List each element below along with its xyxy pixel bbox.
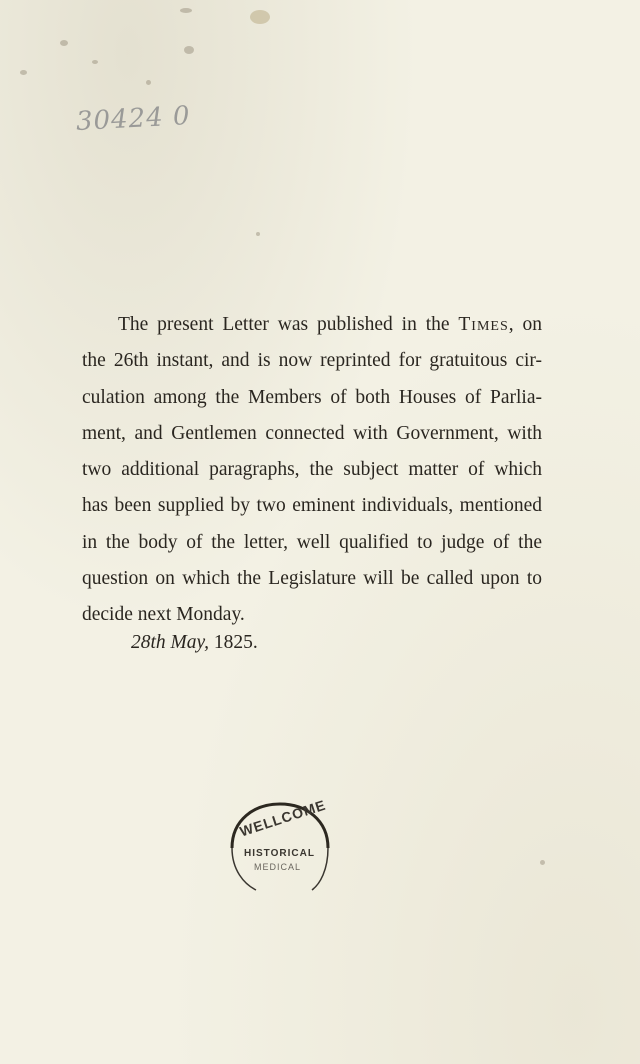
letter-line-5: two additional paragraphs, the subject matter of which	[82, 459, 542, 481]
handwritten-shelfmark: 30424 0	[75, 101, 192, 137]
letter-line-3: culation among the Members of both Houses of Parlia-	[82, 386, 542, 408]
letter-line-1: The present Letter was published in the Times, on	[118, 314, 543, 335]
paper-stain	[20, 70, 27, 75]
paper-stain	[92, 60, 98, 64]
letter-line-9: decide next Monday.	[82, 604, 245, 626]
paper-stain	[184, 46, 194, 54]
paper-stain	[146, 80, 151, 85]
newspaper-name: Times	[458, 314, 509, 335]
letter-line-2: the 26th instant, and is now reprinted for gratuitous cir-	[82, 350, 542, 372]
date-year: 1825.	[209, 632, 258, 653]
paper-stain	[250, 10, 270, 24]
paper-stain	[256, 232, 260, 236]
letter-line-4: ment, and Gentlemen connected with Government, with	[82, 422, 542, 444]
stamp-bottom-text: MEDICAL	[254, 862, 302, 872]
paper-stain	[180, 8, 192, 13]
library-stamp	[224, 796, 336, 896]
paper-stain	[540, 860, 545, 865]
paper-stain	[60, 40, 68, 46]
letter-line-7: in the body of the letter, well qualified to judge of the	[82, 531, 542, 553]
letter-date	[131, 632, 258, 654]
stamp-middle-text: HISTORICAL	[244, 848, 315, 859]
letter-line-8: question on which the Legislature will be called upon to	[82, 568, 542, 590]
stamp-top-text: WELLCOME	[237, 796, 328, 840]
date-day: 28th May,	[131, 632, 209, 653]
letter-line-6: has been supplied by two eminent individuals, mentioned	[82, 495, 542, 517]
letter-paragraph	[82, 307, 542, 634]
